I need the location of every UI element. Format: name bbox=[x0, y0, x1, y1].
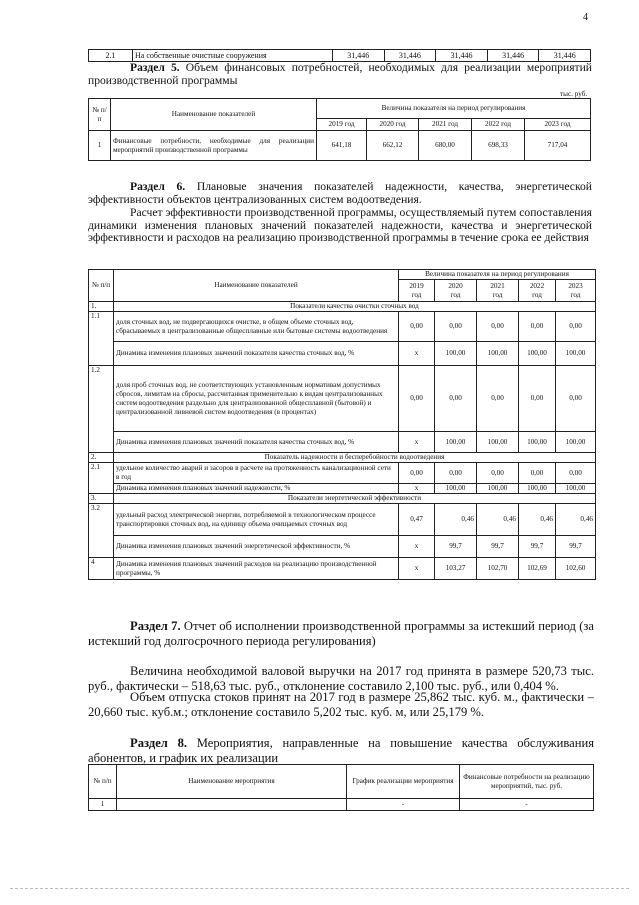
scan-edge-line bbox=[10, 888, 629, 889]
section7-paragraph-1: Величина необходимой валовой выручки на 2017 год принята в размере 520,73 тыс. руб., фактически – 518,63 тыс. руб., отклонение составило 2,100 тыс. руб., или 0,404 %. bbox=[88, 664, 594, 693]
table-row: 2.1 На собственные очистные сооружения 31,446 31,446 31,446 31,446 31,446 bbox=[89, 50, 591, 62]
table-row: Динамика изменения плановых значений показателя качества сточных вод, % х 100,00 100,00 100,00 100,00 bbox=[89, 342, 596, 366]
section8-title: Раздел 8. Мероприятия, направленные на повышение качества обслуживания абонентов, и график их реализации bbox=[88, 736, 594, 765]
table-row: 2.1 удельное количество аварий и засоров в расчете на протяженность канализационной сети в год 0,00 0,00 0,00 0,00 0,00 bbox=[89, 463, 596, 484]
table-row: 3.2 удельный расход электрической энергии, потребляемой в технологическом процессе транспортировки сточных вод, на единицу объема очищаемых сточных вод 0,47 0,46 0,46 0,46 0,46 bbox=[89, 504, 596, 536]
table-section-row: 3. Показатели энергетической эффективности bbox=[89, 494, 596, 504]
table-row: 1.2 доля проб сточных вод, не соответствующих установленным нормативам допустимых сбросов, лимитам на сбросы, рассчитанная применительно к видам централизованных систем водоотведения раздельно для централизованной общесплавной (бытовой) и централизованной ливневой систем водоотведения (в процентах) 0,00 0,00 0,00 0,00 0,00 bbox=[89, 366, 596, 432]
page-number: 4 bbox=[583, 12, 588, 23]
section6-table: № п/п Наименование показателей Величина показателя на период регулирования 2019 год 2020 год 2021 год 2022 год 2023 год 1. Показатели качества очистки сточных вод 1.1 доля сточных вод, не подвергающихся очистке, в общем объеме сточных вод, сбрасываемых в централизованные общесплавные или бытовые системы водоотведения 0,00 0,00 0,00 0,00 0,00 Динамика изменения плановых значений показателя качества сточных вод, % х 100,00 100,00 100,00 100,00 1.2 доля проб сточных вод, не соответствующих установленным нормативам допустимых сбросов, лимитам на сбросы, рассчитанная применительно к видам централизованных систем водоотведения раздельно для централизованной общесплавной (бытовой) и централизованной ливневой систем водоотведения (в процентах) 0,00 0,00 0,00 0,00 0,00 Динамика изменения плановых значений показателя качества сточных вод, % х 100,00 100,00 100,00 100,00 2. Показатель надежности и бесперебойности водоотведения 2.1 удельное количество аварий и засоров в расчете на протяженность канализационной сети в год 0,00 0,00 0,00 0,00 0,00 Динамика изменения плановых значений надежности, % х 100,00 100,00 100,00 100,00 3. Показатели энергетической эффективности 3.2 удельный расход электрической энергии, потребляемой в технологическом процессе транспортировки сточных вод, на единицу объема очищаемых сточных вод 0,47 0,46 0,46 0,46 0,46 Динамика изменения плановых значений энергетической эффективности, % х 99,7 99,7 99,7 99,7 4 Динамика изменения плановых значений расходов на реализацию производственной программы, % х 103,27 102,70 102,69 102,60 bbox=[88, 269, 596, 580]
section5-title: Раздел 5. Объем финансовых потребностей, необходимых для реализации мероприятий производственной программы bbox=[88, 61, 593, 87]
section8-table: № п/п Наименование мероприятия График реализации мероприятия Финансовые потребности на реализацию мероприятий, тыс. руб. 1 - - bbox=[88, 764, 594, 811]
table-row: 1 - - bbox=[89, 799, 594, 811]
table-row: 4 Динамика изменения плановых значений расходов на реализацию производственной программы, % х 103,27 102,70 102,69 102,60 bbox=[89, 558, 596, 580]
table-row: Динамика изменения плановых значений показателя качества сточных вод, % х 100,00 100,00 100,00 100,00 bbox=[89, 432, 596, 453]
section6-title: Раздел 6. Плановые значения показателей надежности, качества, энергетической эффективности объектов централизованных систем водоотведения. bbox=[88, 180, 593, 206]
section7-paragraph-2: Объем отпуска стоков принят на 2017 год в размере 25,862 тыс. куб. м., фактически – 20,660 тыс. куб.м.; отклонение составило 5,202 тыс. куб. м, или 25,179 %. bbox=[88, 690, 594, 719]
section7-title: Раздел 7. Отчет об исполнении производственной программы за истекший период (за истекший год долгосрочного периода регулирования) bbox=[88, 619, 594, 648]
table-row: Динамика изменения плановых значений энергетической эффективности, % х 99,7 99,7 99,7 99,7 bbox=[89, 536, 596, 558]
table-row: Динамика изменения плановых значений надежности, % х 100,00 100,00 100,00 100,00 bbox=[89, 484, 596, 494]
table-row: 1 Финансовые потребности, необходимые для реализации мероприятий производственной программы 641,18 662,12 680,00 698,33 717,04 bbox=[89, 131, 591, 161]
section5-table: № п/п Наименование показателей Величина показателя на период регулирования 2019 год 2020 год 2021 год 2022 год 2023 год 1 Финансовые потребности, необходимые для реализации мероприятий производственной программы 641,18 662,12 680,00 698,33 717,04 bbox=[88, 98, 591, 161]
section6-paragraph: Расчет эффективности производственной программы, осуществляемый путем сопоставления динамики изменения плановых значений показателей надежности, качества и энергетической эффективности и расходов на реализацию производственной программы в течение срока ее действия bbox=[88, 206, 592, 245]
table-section-row: 2. Показатель надежности и бесперебойности водоотведения bbox=[89, 453, 596, 463]
table-row: 1.1 доля сточных вод, не подвергающихся очистке, в общем объеме сточных вод, сбрасываемых в централизованные общесплавные или бытовые системы водоотведения 0,00 0,00 0,00 0,00 0,00 bbox=[89, 312, 596, 342]
table-section-row: 1. Показатели качества очистки сточных вод bbox=[89, 302, 596, 312]
section5-unit: тыс. руб. bbox=[560, 90, 588, 98]
